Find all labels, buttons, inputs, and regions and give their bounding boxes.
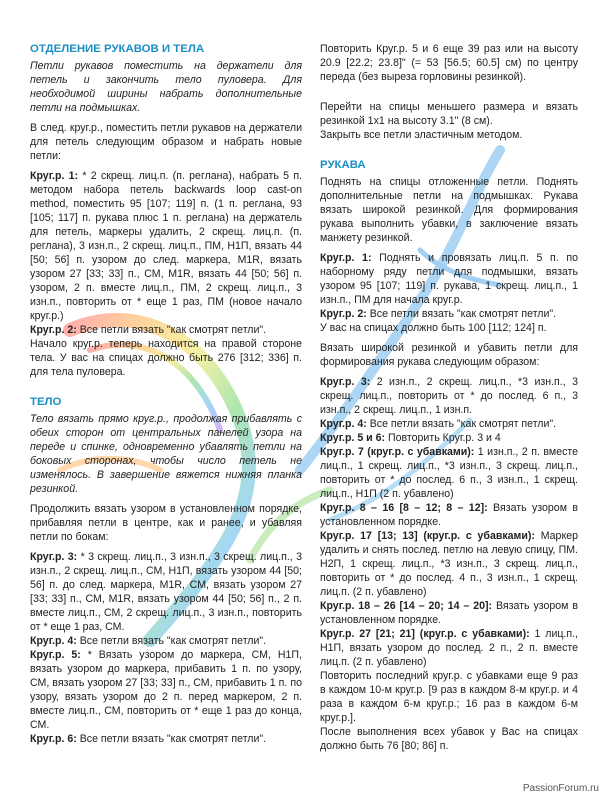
round-1-label: Круг.р. 1: — [30, 170, 79, 182]
sleeve-round-17 — [320, 529, 578, 599]
sleeve-shaping-intro: Вязать широкой резинкой и убавить петли для формирования рукава следующим образом: — [320, 342, 578, 368]
round-4 — [30, 634, 302, 648]
section-heading-separation: ОТДЕЛЕНИЕ РУКАВОВ И ТЕЛА — [30, 43, 205, 55]
sleeve-round-4 — [320, 417, 578, 431]
sleeve-round-7-label: Круг.р. 7 (круг.р. с убавками): — [320, 446, 475, 458]
round-3 — [30, 550, 302, 634]
separation-instructions: В след. круг.р., поместить петли рукавов на держатели для петель следующим образом и набрать новые петли: — [30, 122, 302, 162]
section-heading-body: ТЕЛО — [30, 396, 62, 408]
sleeve-round-1-text: Поднять и провязать лиц.п. 5 п. по наборному ряду петли для подмышки, вязать узором 95 [107; 119] п. рукава, 1 скрещ. лиц.п., 1 изн.п., ПМ для начала круг.р. — [320, 252, 578, 306]
body-instructions: Продолжить вязать узором в установленном порядке, прибавляя петли в центре, как и ранее, и убавляя петли по бокам: — [30, 503, 302, 543]
round-6-label: Круг.р. 6: — [30, 733, 77, 745]
body-repeat: Повторить Круг.р. 5 и 6 еще 39 раз или на высоту 20.9 [22.2; 23.8]" (= 53 [56.5; 60.5] см) по центру переда (без выреза горловины резинкой). — [320, 43, 578, 83]
sleeve-round-18-26 — [320, 599, 578, 627]
sleeves-intro: Поднять на спицы отложенные петли. Поднять дополнительные петли на подмышках. Рукава вязать широкой резинкой. Для формирования рукава выполнить убавки, в заключение вязать манжету резинкой. — [320, 176, 578, 244]
sleeve-round-8-16-text: Вязать узором в установленном порядке. — [320, 502, 578, 528]
round-3-label: Круг.р. 3: — [30, 551, 78, 563]
sleeve-round-18-26-text: Вязать узором в установленном порядке. — [320, 600, 578, 626]
sleeve-round-2-text: Все петли вязать "как смотрят петли". — [366, 308, 557, 320]
sleeve-round-7 — [320, 445, 578, 501]
round-3-text: * 3 скрещ. лиц.п., 3 изн.п., 3 скрещ. лиц.п., 3 изн.п., 2 скрещ. лиц.п., СМ, Н1П, вязать узором 44 [50; 56] п. до след. маркера, М1R, СМ, вязать узором 27 [33; 33] п., СМ, М1R, вязать узором 44 [50; 56] п., 2 п. вместе лиц.п., СМ, 2 скрещ. лиц.п., 3 изн.п., повторить от * еще 1 раз, СМ. — [30, 551, 303, 633]
sleeve-round-27-text: 1 лиц.п., Н1П, вязать узором до послед. 2 п., 2 п. вместе лиц.п. (2 п. убавлено) — [320, 628, 578, 668]
sleeve-round-27-label: Круг.р. 27 [21; 21] (круг.р. с убавками): — [320, 628, 530, 640]
sleeve-round-17-label: Круг.р. 17 [13; 13] (круг.р. с убавками): — [320, 530, 535, 542]
round-4-label: Круг.р. 4: — [30, 635, 77, 647]
sleeve-round-3-label: Круг.р. 3: — [320, 376, 371, 388]
sleeve-round-3-text: 2 изн.п., 2 скрещ. лиц.п., *3 изн.п., 3 скрещ. лиц.п., повторить от * до послед. 6 п., 3 изн.п., 2 скрещ. лиц.п., 1 изн.п. — [320, 376, 578, 416]
round-1-text: * 2 скрещ. лиц.п. (п. реглана), набрать 5 п. методом набора петель backwards loop cast-on method, поместить 95 [107; 119] п. (1 п. реглана, 93 [105; 117] п. рукава плюс 1 п. реглана) на держатель для петель, маркеры удалить, 2 скрещ. лиц.п. (п. реглана), 3 изн.п., 2 скрещ. лиц.п., ПМ, Н1П, вязать 44 [50; 56] п. узором до след. маркера, М1R, вязать узором 27 [33; 33] п., СМ, М1R, вязать 44 [50; 56] п. узором, 2 п. вместе лиц.п., ПМ, 2 скрещ. лиц.п., 3 изн.п., повторить от * еще 1 раз, ПМ (новое начало круг.р.) — [30, 170, 302, 322]
sleeve-round-5-6-text: Повторить Круг.р. 3 и 4 — [385, 432, 501, 444]
round-6 — [30, 732, 302, 746]
sleeve-round-1-label: Круг.р. 1: — [320, 252, 372, 264]
sleeve-stitch-count: У вас на спицах должно быть 100 [112; 124] п. — [320, 322, 547, 334]
round-1 — [30, 169, 302, 323]
sleeve-round-2 — [320, 307, 578, 321]
sleeve-round-5-6-label: Круг.р. 5 и 6: — [320, 432, 386, 444]
round-5 — [30, 648, 302, 732]
sleeve-round-27 — [320, 627, 578, 669]
body-bind-off: Закрыть все петли эластичным методом. — [320, 129, 523, 141]
round-4-text: Все петли вязать "как смотрят петли". — [76, 635, 267, 647]
sleeve-round-17-text: Маркер удалить и снять послед. петлю на левую спицу, ПМ. Н2П, 1 скрещ. лиц.п., *3 изн.п., 3 скрещ. лиц.п., повторить от * до послед. 4 п., 3 изн.п., 1 скрещ. лиц.п. (2 п. убавлено) — [320, 530, 578, 598]
round-6-text: Все петли вязать "как смотрят петли". — [76, 733, 267, 745]
round-2-text: Все петли вязать "как смотрят петли". — [76, 324, 267, 336]
left-column — [30, 42, 302, 746]
sleeve-round-5-6 — [320, 431, 578, 445]
round-5-label: Круг.р. 5: — [30, 649, 81, 661]
sleeve-round-7-text: 1 изн.п., 2 п. вместе лиц.п., 1 скрещ. лиц.п., *3 изн.п., 3 скрещ. лиц.п., повторить от * до послед. 6 п., 3 изн.п., 1 скрещ. лиц.п., Н1П (2 п. убавлено) — [320, 446, 579, 500]
sleeve-round-2-label: Круг.р. 2: — [320, 308, 367, 320]
round-2 — [30, 323, 302, 337]
separation-intro: Петли рукавов поместить на держатели для петель и закончить тело пуловера. Для необходимой ширины набрать дополнительные петли на подмышках. — [30, 60, 302, 114]
site-watermark-text: PassionForum.ru — [522, 783, 599, 794]
sleeve-round-18-26-label: Круг.р. 18 – 26 [14 – 20; 14 – 20]: — [320, 600, 493, 612]
round-2-label: Круг.р. 2: — [30, 324, 77, 336]
sleeve-round-8-16 — [320, 501, 578, 529]
separation-result: Начало круг.р. теперь находится на правой стороне тела. У вас на спицах должно быть 276 [312; 336] п. для тела пуловера. — [30, 338, 302, 378]
body-ribbing: Перейти на спицы меньшего размера и вязать резинкой 1х1 на высоту 3.1" (8 см). — [320, 101, 578, 127]
sleeve-round-8-16-label: Круг.р. 8 – 16 [8 – 12; 8 – 12]: — [320, 502, 488, 514]
body-intro: Тело вязать прямо круг.р., продолжая прибавлять с обеих сторон от центральных панелей узора на переде и спинке, одновременно убавлять петли на боковых сторонах, чтобы число петель не изменялось. В завершение вяжется нижняя планка резинкой. — [30, 413, 302, 495]
section-heading-sleeves: РУКАВА — [320, 159, 366, 171]
right-column — [320, 42, 578, 753]
sleeve-round-4-label: Круг.р. 4: — [320, 418, 367, 430]
sleeve-final-count: После выполнения всех убавок у Вас на спицах должно быть 76 [80; 86] п. — [320, 726, 578, 752]
sleeve-round-4-text: Все петли вязать "как смотрят петли". — [366, 418, 557, 430]
sleeve-round-3 — [320, 375, 578, 417]
sleeve-repeat-decreases: Повторить последний круг.р. с убавками еще 9 раз в каждом 10-м круг.р. [9 раз в каждом 8-м круг.р. и 4 раза в каждом 6-м круг.р.; 16 раз в каждом 6-м круг.р.]. — [320, 670, 578, 724]
sleeve-round-1 — [320, 251, 578, 307]
round-5-text: * Вязать узором до маркера, СМ, Н1П, вязать узором до маркера, прибавить 1 п. по узору, СМ, вязать узором 27 [33; 33] п., СМ, прибавить 1 п. по узору, вязать узором до 2 п. перед маркером, 2 п. вместе лиц.п., СМ, повторить от * еще 1 раз до конца, СМ. — [30, 649, 302, 731]
